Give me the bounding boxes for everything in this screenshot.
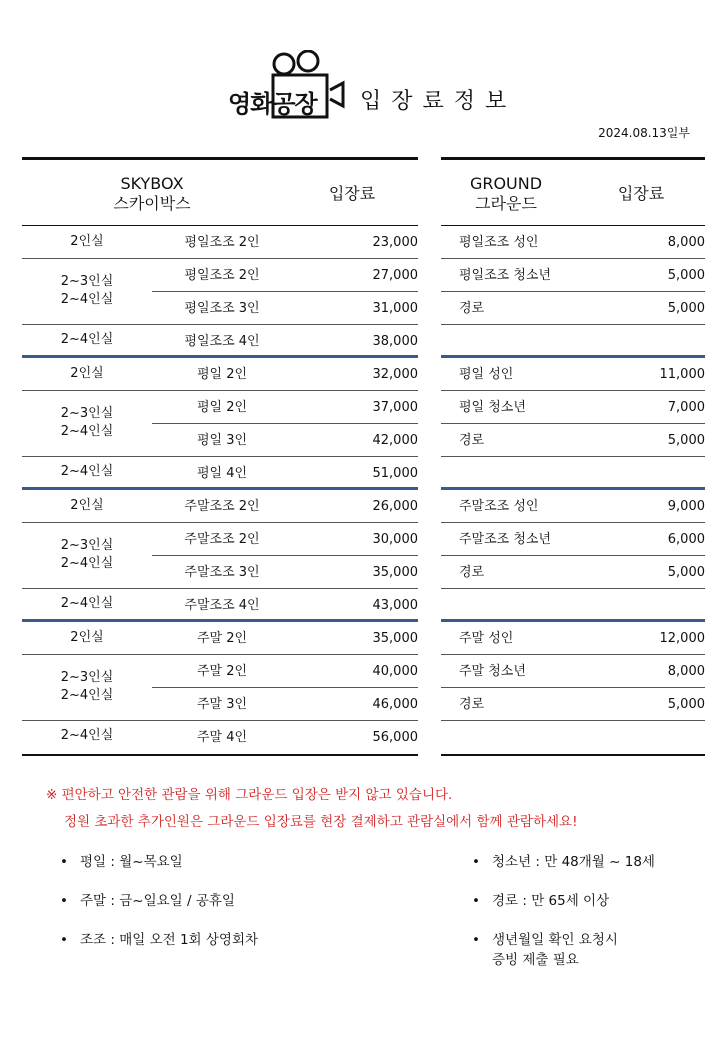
table-row bbox=[441, 688, 705, 721]
price: 38,000 bbox=[372, 334, 418, 349]
ticket-type: 평일조조 청소년 bbox=[459, 268, 552, 283]
room-type: 2인실 bbox=[22, 358, 152, 390]
table-row bbox=[441, 490, 705, 523]
ticket-type: 평일 3인 bbox=[196, 433, 248, 448]
definitions-list-left bbox=[80, 852, 258, 969]
logo-text: 영화공장 bbox=[228, 90, 317, 118]
skybox-price-header: 입장료 bbox=[328, 184, 376, 203]
table-row bbox=[441, 292, 705, 325]
room-type: 2~3인실 2~4인실 bbox=[22, 259, 152, 323]
ticket-type: 경로 bbox=[459, 433, 485, 448]
price: 23,000 bbox=[372, 235, 418, 250]
ground-title bbox=[451, 174, 561, 214]
ticket-type: 주말 3인 bbox=[196, 697, 248, 712]
ticket-type: 주말조조 2인 bbox=[184, 532, 260, 547]
ticket-type: 평일조조 4인 bbox=[184, 334, 260, 349]
ticket-type: 주말 성인 bbox=[459, 631, 514, 646]
skybox-table-header bbox=[22, 160, 418, 226]
price: 42,000 bbox=[372, 433, 418, 448]
ticket-type: 주말 4인 bbox=[196, 730, 248, 745]
definition-youth: • 청소년 : 만 48개월 ~ 18세 bbox=[492, 852, 655, 891]
ticket-type: 평일 2인 bbox=[196, 367, 248, 382]
price: 12,000 bbox=[659, 631, 705, 646]
skybox-title bbox=[82, 174, 222, 214]
room-type: 2~4인실 bbox=[22, 589, 152, 619]
divider bbox=[22, 588, 152, 589]
price: 31,000 bbox=[372, 301, 418, 316]
ground-table-header bbox=[441, 160, 705, 226]
definition-birthdate: • 생년월일 확인 요청시 증빙 제출 필요 bbox=[492, 930, 655, 969]
ticket-type: 경로 bbox=[459, 301, 485, 316]
divider bbox=[22, 456, 152, 457]
ticket-type: 평일조조 3인 bbox=[184, 301, 260, 316]
divider bbox=[22, 258, 152, 259]
room-type: 2인실 bbox=[22, 490, 152, 522]
table-row bbox=[441, 358, 705, 391]
room-type: 2인실 bbox=[22, 226, 152, 258]
skybox-title-ko: 스카이박스 bbox=[113, 194, 191, 213]
divider bbox=[22, 324, 152, 325]
price: 27,000 bbox=[372, 268, 418, 283]
table-row bbox=[441, 226, 705, 259]
notice-line-1: ※ 편안하고 안전한 관람을 위해 그라운드 입장은 받지 않고 있습니다. bbox=[46, 787, 453, 803]
price: 5,000 bbox=[667, 268, 705, 283]
price: 9,000 bbox=[667, 499, 705, 514]
table-row bbox=[441, 655, 705, 688]
price: 5,000 bbox=[667, 301, 705, 316]
price: 5,000 bbox=[667, 565, 705, 580]
ticket-type: 평일조조 2인 bbox=[184, 268, 260, 283]
price: 8,000 bbox=[667, 235, 705, 250]
price: 37,000 bbox=[372, 400, 418, 415]
room-type: 2~3인실 2~4인실 bbox=[22, 523, 152, 587]
room-type: 2~4인실 bbox=[22, 325, 152, 355]
price: 6,000 bbox=[667, 532, 705, 547]
divider bbox=[22, 390, 152, 391]
price: 8,000 bbox=[667, 664, 705, 679]
table-row bbox=[441, 391, 705, 424]
skybox-block bbox=[22, 358, 418, 490]
ground-price-header: 입장료 bbox=[617, 184, 665, 203]
divider bbox=[22, 654, 152, 655]
price: 51,000 bbox=[372, 466, 418, 481]
room-type: 2~4인실 bbox=[22, 457, 152, 487]
divider bbox=[22, 522, 152, 523]
table-row bbox=[441, 457, 705, 490]
table-row bbox=[441, 622, 705, 655]
ground-title-en: GROUND bbox=[469, 174, 543, 193]
room-type: 2인실 bbox=[22, 622, 152, 654]
table-row bbox=[441, 259, 705, 292]
price: 5,000 bbox=[667, 697, 705, 712]
skybox-block bbox=[22, 622, 418, 754]
notice-line-2: 정원 초과한 추가인원은 그라운드 입장료를 현장 결제하고 관람실에서 함께 관람하세요! bbox=[64, 814, 578, 830]
ticket-type: 평일조조 2인 bbox=[184, 235, 260, 250]
skybox-price-table bbox=[22, 157, 418, 756]
notice bbox=[46, 782, 578, 836]
ticket-type: 주말조조 성인 bbox=[459, 499, 539, 514]
page-title: 입장료정보 bbox=[360, 89, 517, 114]
table-row bbox=[441, 424, 705, 457]
definition-senior: • 경로 : 만 65세 이상 bbox=[492, 891, 655, 930]
definitions-list-right bbox=[492, 852, 655, 969]
room-type: 2~4인실 bbox=[22, 721, 152, 751]
table-row bbox=[441, 721, 705, 754]
skybox-title-en: SKYBOX bbox=[120, 174, 184, 193]
table-row bbox=[441, 325, 705, 358]
room-type: 2~3인실 2~4인실 bbox=[22, 391, 152, 455]
definition-weekend: • 주말 : 금~일요일 / 공휴일 bbox=[80, 891, 258, 930]
ticket-type: 평일 청소년 bbox=[459, 400, 526, 415]
ground-price-table bbox=[441, 157, 705, 756]
ticket-type: 평일 성인 bbox=[459, 367, 514, 382]
ticket-type: 주말 2인 bbox=[196, 664, 248, 679]
price: 43,000 bbox=[372, 598, 418, 613]
ticket-type: 평일 4인 bbox=[196, 466, 248, 481]
ticket-type: 주말조조 2인 bbox=[184, 499, 260, 514]
price: 35,000 bbox=[372, 631, 418, 646]
effective-date: 2024.08.13일부 bbox=[598, 126, 690, 140]
price: 30,000 bbox=[372, 532, 418, 547]
price: 46,000 bbox=[372, 697, 418, 712]
skybox-block bbox=[22, 490, 418, 622]
table-row bbox=[441, 556, 705, 589]
ticket-type: 평일조조 성인 bbox=[459, 235, 539, 250]
price: 35,000 bbox=[372, 565, 418, 580]
table-row bbox=[441, 589, 705, 622]
price: 11,000 bbox=[659, 367, 705, 382]
price: 7,000 bbox=[667, 400, 705, 415]
price: 26,000 bbox=[372, 499, 418, 514]
ticket-type: 주말 2인 bbox=[196, 631, 248, 646]
ticket-type: 주말조조 3인 bbox=[184, 565, 260, 580]
ticket-type: 주말 청소년 bbox=[459, 664, 526, 679]
divider bbox=[22, 720, 152, 721]
ground-title-ko: 그라운드 bbox=[475, 194, 537, 213]
ticket-type: 경로 bbox=[459, 565, 485, 580]
table-row bbox=[441, 523, 705, 556]
price: 5,000 bbox=[667, 433, 705, 448]
ticket-type: 경로 bbox=[459, 697, 485, 712]
price: 56,000 bbox=[372, 730, 418, 745]
ticket-type: 평일 2인 bbox=[196, 400, 248, 415]
skybox-block bbox=[22, 226, 418, 358]
price: 40,000 bbox=[372, 664, 418, 679]
definition-early: • 조조 : 매일 오전 1회 상영회차 bbox=[80, 930, 258, 969]
room-type: 2~3인실 2~4인실 bbox=[22, 655, 152, 719]
ticket-type: 주말조조 4인 bbox=[184, 598, 260, 613]
ticket-type: 주말조조 청소년 bbox=[459, 532, 552, 547]
price: 32,000 bbox=[372, 367, 418, 382]
definition-weekday: • 평일 : 월~목요일 bbox=[80, 852, 258, 891]
